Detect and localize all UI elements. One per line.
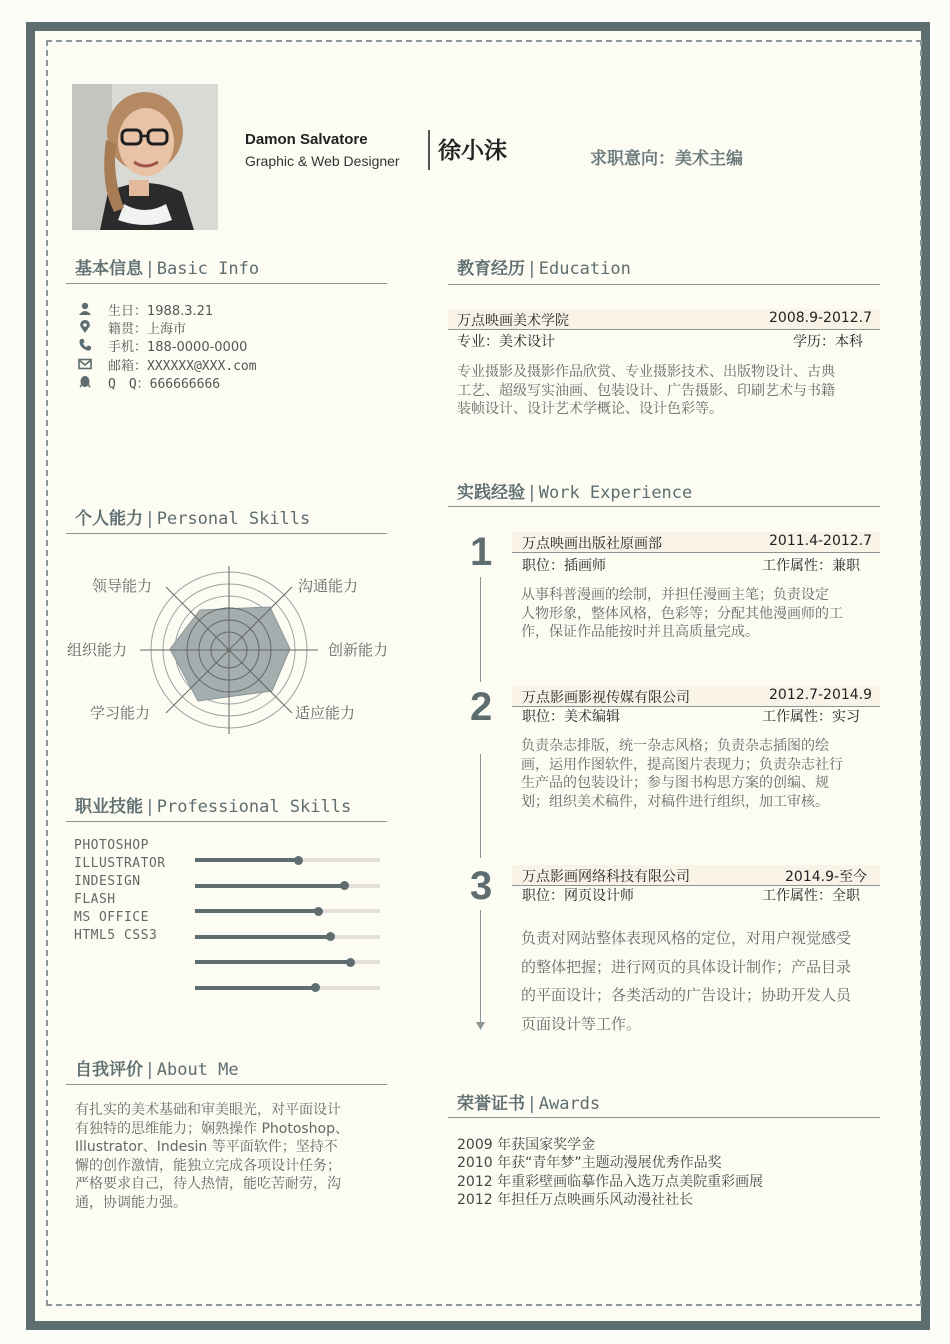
radar-label: 领导能力	[92, 577, 153, 595]
info-text: 手机：188-0000-0000	[108, 339, 248, 355]
about-me-text	[75, 1101, 395, 1212]
timeline-line	[480, 577, 481, 682]
job-position: 职位：网页设计师	[522, 888, 634, 904]
job-line: 的平面设计；各类活动的广告设计；协助开发人员	[521, 986, 852, 1004]
section-title-en: Professional Skills	[156, 797, 352, 817]
skill-bar-knob	[326, 932, 335, 941]
job-number: 1	[470, 530, 493, 574]
about-line: 严格要求自己，待人热情，能吃苦耐劳，沟	[75, 1176, 341, 1192]
job-line: 负责杂志排版，统一杂志风格；负责杂志插图的绘	[521, 738, 829, 754]
section-rule	[448, 284, 880, 285]
job-line: 划；组织美术稿件，对稿件进行组织，加工审核。	[521, 793, 829, 810]
education-title: 教育经历 | Education	[457, 259, 631, 279]
radar-label: 创新能力	[328, 641, 389, 659]
section-title-en: Work Experience	[538, 483, 693, 503]
job-type: 工作属性：实习	[762, 709, 860, 725]
info-text: Q Q：666666666	[108, 376, 221, 392]
job-company: 万点影画网络科技有限公司	[522, 869, 690, 885]
course-line: 工艺、超级写实油画、包装设计、广告摄影、印刷艺术与书籍	[457, 382, 835, 399]
education-courses	[457, 363, 882, 419]
job-description	[521, 586, 883, 642]
job-line: 页面设计等工作。	[521, 1014, 642, 1033]
info-qq	[78, 373, 220, 391]
timeline-line	[480, 910, 481, 1025]
section-title-cn: 荣誉证书	[457, 1094, 525, 1114]
about-line: 懈的创作激情，能独立完成各项设计任务；	[75, 1157, 341, 1174]
section-title-cn: 职业技能	[75, 797, 143, 817]
radar-label: 组织能力	[67, 641, 128, 659]
role-english: Graphic & Web Designer	[245, 153, 400, 169]
radar-label: 学习能力	[90, 704, 151, 722]
skill-bar-fill	[195, 935, 330, 939]
section-rule	[448, 1117, 880, 1118]
education-period: 2008.9-2012.7	[769, 310, 873, 326]
job-intent: 求职意向：美术主编	[590, 149, 743, 169]
basic-info-title: 基本信息 | Basic Info	[75, 259, 260, 279]
work-title: 实践经验 | Work Experience	[457, 483, 693, 503]
section-title-cn: 教育经历	[457, 259, 525, 279]
skill-bar-fill	[195, 986, 315, 990]
section-rule	[66, 533, 387, 534]
course-line: 装帧设计、设计艺术学概论、设计色彩等。	[457, 401, 723, 417]
skill-bar-knob	[294, 856, 303, 865]
info-hometown	[78, 318, 186, 336]
section-title-en: About Me	[156, 1060, 239, 1080]
info-birthday	[78, 300, 213, 318]
skill-bar-knob	[346, 958, 355, 967]
skill-name: INDESIGN	[74, 874, 141, 889]
job-position: 职位：美术编辑	[522, 709, 620, 725]
job-period: 2014.9-至今	[785, 869, 868, 885]
skill-name: PHOTOSHOP	[74, 838, 149, 853]
awards-title: 荣誉证书 | Awards	[457, 1094, 601, 1114]
skill-bar-knob	[314, 907, 323, 916]
award-item: 2010 年获“青年梦”主题动漫展优秀作品奖	[457, 1155, 722, 1171]
school-name: 万点映画美术学院	[457, 313, 569, 329]
about-line: 有独特的思维能力；娴熟操作 Photoshop、	[75, 1120, 350, 1137]
job-line: 作，保证作品能按时并且高质量完成。	[521, 624, 759, 640]
qq-icon	[78, 375, 92, 389]
name-chinese: 徐小沫	[438, 138, 507, 164]
job-line: 负责对网站整体表现风格的定位，对用户视觉感受	[521, 929, 852, 947]
job-description	[521, 737, 883, 811]
skill-name: FLASH	[74, 892, 116, 907]
info-email	[78, 355, 257, 373]
info-text: 生日：1988.3.21	[108, 303, 214, 319]
section-rule	[448, 506, 880, 507]
job-description	[521, 924, 883, 1038]
skill-name: MS OFFICE	[74, 910, 149, 925]
award-item: 2012 年重彩壁画临摹作品入选万点美院重彩画展	[457, 1174, 764, 1190]
radar-label: 沟通能力	[298, 577, 359, 595]
section-title-cn: 基本信息	[75, 259, 143, 279]
skill-name: HTML5 CSS3	[74, 928, 158, 943]
about-line: Illustrator、Indesin 等平面软件；坚持不	[75, 1139, 338, 1155]
education-major: 专业：美术设计	[457, 334, 555, 350]
section-title-en: Basic Info	[156, 259, 260, 279]
about-line: 通，协调能力强。	[75, 1194, 187, 1211]
section-rule	[66, 283, 387, 284]
job-line: 的整体把握；进行网页的具体设计制作；产品目录	[521, 957, 852, 976]
job-line: 生产品的包装设计；参与图书构思方案的创编、规	[521, 775, 829, 791]
section-title-cn: 个人能力	[75, 509, 143, 529]
name-english: Damon Salvatore	[245, 131, 368, 148]
section-title-en: Personal Skills	[156, 509, 311, 529]
job-period: 2012.7-2014.9	[769, 687, 873, 703]
job-line: 从事科普漫画的绘制，并担任漫画主笔；负责设定	[521, 587, 829, 603]
skill-bar-fill	[195, 909, 319, 913]
job-type: 工作属性：全职	[762, 888, 860, 904]
job-period: 2011.4-2012.7	[769, 533, 873, 549]
person-icon	[78, 302, 92, 316]
job-company: 万点影画影视传媒有限公司	[522, 690, 690, 706]
skills-radar-chart	[140, 563, 320, 739]
section-title-cn: 自我评价	[75, 1060, 143, 1080]
timeline-arrow-icon	[476, 1022, 485, 1030]
professional-skills-title: 职业技能 | Professional Skills	[75, 797, 352, 817]
section-rule	[66, 821, 387, 822]
section-title-en: Awards	[538, 1094, 601, 1114]
profile-photo	[72, 84, 218, 230]
section-rule	[66, 1084, 387, 1085]
job-number: 2	[470, 685, 493, 729]
skill-name: ILLUSTRATOR	[74, 856, 166, 871]
header-divider	[428, 130, 430, 170]
job-number: 3	[470, 864, 493, 908]
award-item: 2009 年获国家奖学金	[457, 1137, 596, 1153]
about-line: 有扎实的美术基础和审美眼光，对平面设计	[75, 1102, 341, 1118]
info-phone	[78, 336, 247, 354]
info-text: 籍贯：上海市	[108, 321, 187, 337]
location-pin-icon	[78, 320, 92, 334]
skill-bar-fill	[195, 884, 345, 888]
skill-bar-fill	[195, 858, 299, 862]
mail-icon	[78, 357, 92, 371]
course-line: 专业摄影及摄影作品欣赏、专业摄影技术、出版物设计、古典	[457, 364, 835, 380]
phone-icon	[78, 338, 92, 352]
job-position: 职位：插画师	[522, 558, 606, 574]
job-company: 万点映画出版社原画部	[522, 536, 662, 552]
radar-label: 适应能力	[295, 704, 356, 722]
info-text: 邮箱：XXXXXX@XXX.com	[108, 358, 257, 374]
education-degree: 学历：本科	[793, 334, 863, 350]
job-line: 画，运用作图软件，提高图片表现力；负责杂志社行	[521, 756, 843, 773]
about-me-title: 自我评价 | About Me	[75, 1060, 239, 1080]
award-item: 2012 年担任万点映画乐风动漫社社长	[457, 1192, 694, 1208]
job-type: 工作属性：兼职	[762, 558, 860, 574]
skill-bar-knob	[311, 983, 320, 992]
personal-skills-title: 个人能力 | Personal Skills	[75, 509, 311, 529]
job-line: 人物形象，整体风格，色彩等；分配其他漫画师的工	[521, 605, 843, 622]
section-title-cn: 实践经验	[457, 483, 525, 503]
section-title-en: Education	[538, 259, 631, 279]
skill-bar-fill	[195, 960, 350, 964]
timeline-line	[480, 754, 481, 858]
